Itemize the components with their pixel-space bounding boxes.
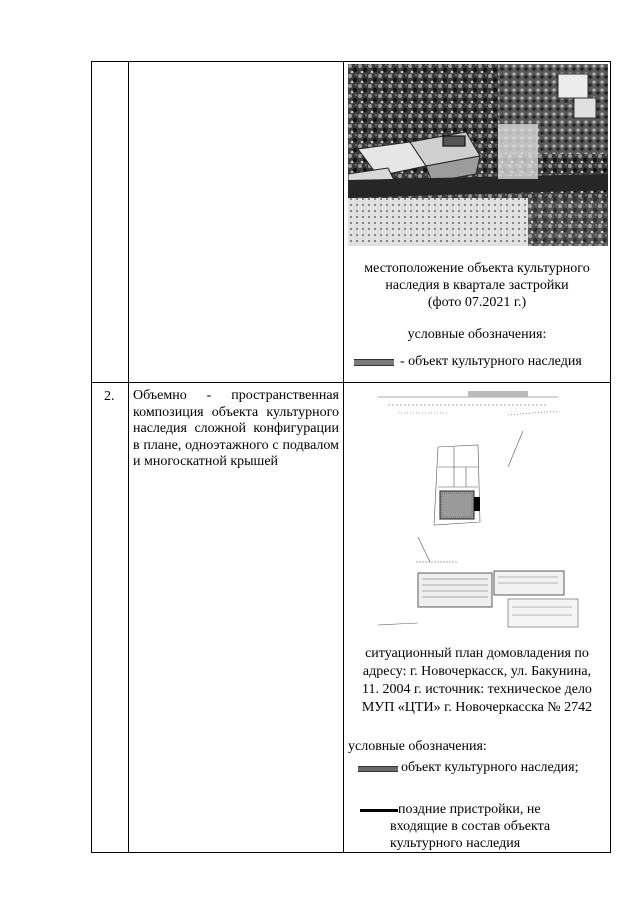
legend-title: условные обозначения: (407, 327, 547, 342)
extension-swatch (360, 809, 398, 812)
legend-heritage (344, 353, 610, 371)
caption-line: наследия в квартале застройки (385, 278, 569, 293)
row-description: Объемно - пространственная композиция объекта культурного наследия сложной конфигурации в плане, одноэтажного с подвалом и многоскатной крышей (133, 388, 339, 469)
row1-media-cell (344, 62, 611, 383)
legend-line: входящие в состав объекта (390, 819, 551, 834)
legend-line: поздние пристройки, не (398, 802, 541, 817)
plan-caption (344, 645, 610, 717)
heritage-swatch (358, 766, 398, 772)
site-plan (358, 387, 590, 635)
caption-line: 11. 2004 г. источник: техническое дело (362, 682, 592, 697)
legend-label: - объект культурного наследия (400, 354, 582, 369)
legend-label: объект культурного наследия; (401, 760, 579, 775)
photo-caption (344, 260, 610, 311)
legend-line: культурного наследия (390, 836, 521, 851)
caption-line: ситуационный план домовладения по (365, 646, 589, 661)
heritage-swatch (354, 359, 394, 366)
caption-line: МУП «ЦТИ» г. Новочеркасска № 2742 (361, 700, 593, 715)
heritage-table (91, 61, 611, 853)
row2-description-cell (129, 383, 344, 853)
row2-media-cell (344, 383, 611, 853)
aerial-photo (348, 64, 608, 246)
row-number (92, 62, 128, 68)
caption-line: местоположение объекта культурного (364, 261, 590, 276)
row1-description-cell (129, 62, 344, 383)
legend-title: условные обозначения: (348, 739, 487, 754)
caption-line: адресу: г. Новочеркасск, ул. Бакунина, (362, 664, 592, 679)
row-description (129, 62, 343, 67)
table-row (92, 62, 611, 383)
row-number: 2. (104, 389, 115, 404)
row2-number-cell (92, 383, 129, 853)
table-row (92, 383, 611, 853)
legend-extensions (344, 801, 610, 852)
caption-line: (фото 07.2021 г.) (427, 295, 527, 310)
legend-heritage (344, 759, 610, 779)
row1-number-cell (92, 62, 129, 383)
